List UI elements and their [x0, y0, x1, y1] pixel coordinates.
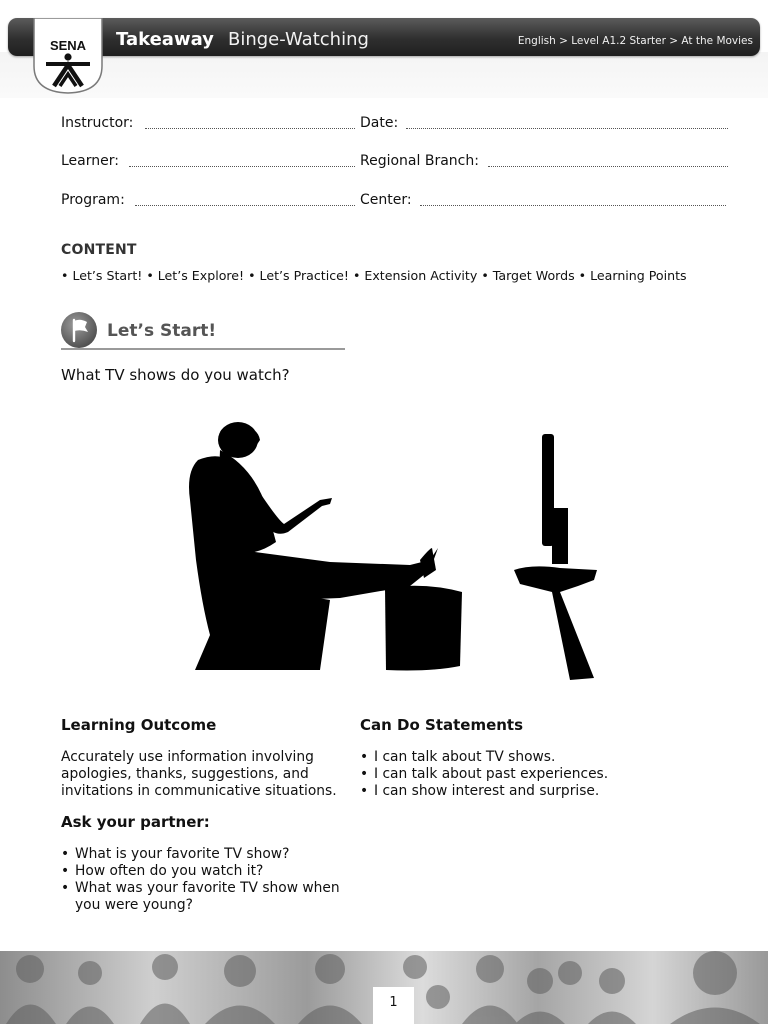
center-field: [360, 190, 726, 210]
logo-text: SENA: [49, 38, 87, 53]
regional-branch-line[interactable]: [488, 166, 728, 167]
date-field: [360, 113, 728, 133]
flag-icon: [60, 311, 98, 349]
section-divider: [61, 348, 345, 350]
page-title: Takeaway: [116, 29, 214, 50]
learner-line[interactable]: [129, 166, 355, 167]
can-do-list: [360, 749, 690, 800]
learner-label: Learner:: [61, 153, 119, 169]
instructor-field: [61, 113, 355, 133]
regional-branch-label: Regional Branch:: [360, 153, 479, 169]
list-item: • What was your favorite TV show when you were young?: [61, 880, 355, 914]
instructor-line[interactable]: [145, 128, 355, 129]
lets-start-question: What TV shows do you watch?: [61, 366, 290, 384]
learner-field: [61, 151, 355, 171]
center-label: Center:: [360, 192, 412, 208]
content-item[interactable]: Let’s Practice!: [259, 268, 349, 283]
list-item: • I can talk about TV shows.: [360, 749, 690, 766]
content-item[interactable]: Let’s Start!: [72, 268, 143, 283]
program-label: Program:: [61, 192, 125, 208]
content-item[interactable]: Learning Points: [590, 268, 687, 283]
lets-start-title: Let’s Start!: [107, 321, 217, 341]
date-label: Date:: [360, 115, 399, 131]
can-do-heading: Can Do Statements: [360, 716, 524, 734]
list-item: • I can talk about past experiences.: [360, 766, 690, 783]
content-item[interactable]: Extension Activity: [364, 268, 478, 283]
regional-branch-field: [360, 151, 728, 171]
content-item[interactable]: Target Words: [492, 268, 575, 283]
sena-logo: [32, 18, 104, 94]
content-heading: CONTENT: [61, 242, 137, 258]
tv-watching-illustration: [180, 420, 610, 690]
list-item: • I can show interest and surprise.: [360, 783, 690, 800]
page-subtitle: Binge-Watching: [228, 29, 369, 50]
ask-partner-list: [61, 846, 355, 914]
content-list: • Let’s Start! • Let’s Explore! • Let’s Practice! • Extension Activity • Target Words • Learning Points: [61, 268, 687, 283]
learning-outcome-text: Accurately use information involving apologies, thanks, suggestions, and invitations in communicative situations.: [61, 749, 337, 799]
program-line[interactable]: [135, 205, 355, 206]
date-line[interactable]: [406, 128, 728, 129]
center-line[interactable]: [420, 205, 726, 206]
content-item[interactable]: Let’s Explore!: [157, 268, 245, 283]
header-band: [0, 52, 768, 98]
page-number: 1: [373, 987, 414, 1024]
breadcrumb: English > Level A1.2 Starter > At the Movies: [517, 35, 753, 47]
program-field: [61, 190, 355, 210]
list-item: • What is your favorite TV show?: [61, 846, 355, 863]
learning-outcome-heading: Learning Outcome: [61, 716, 217, 734]
list-item: • How often do you watch it?: [61, 863, 355, 880]
ask-partner-heading: Ask your partner:: [61, 813, 210, 831]
instructor-label: Instructor:: [61, 115, 134, 131]
